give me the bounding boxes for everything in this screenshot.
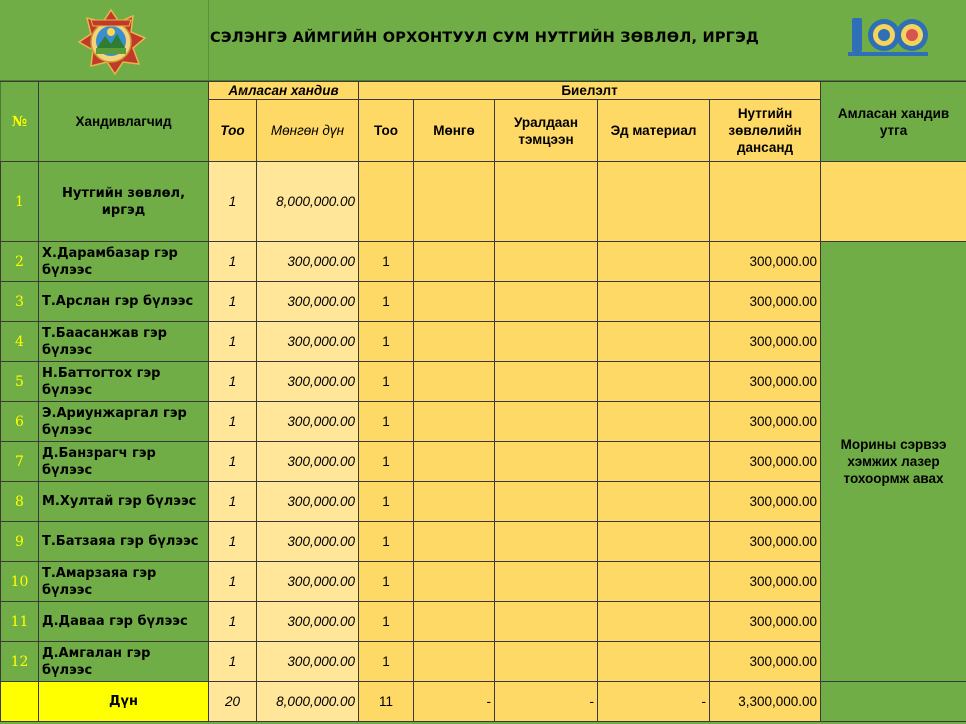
row-count: 1 bbox=[209, 362, 257, 402]
row-money bbox=[414, 282, 495, 322]
row-amount: 300,000.00 bbox=[257, 402, 359, 442]
purpose-blank-cell bbox=[821, 162, 966, 242]
total-no-cell bbox=[1, 682, 39, 722]
emblem-icon bbox=[75, 8, 147, 76]
row-account: 300,000.00 bbox=[710, 402, 821, 442]
total-label: Дүн bbox=[39, 682, 209, 722]
row-number: 6 bbox=[1, 402, 39, 442]
row-material bbox=[598, 482, 710, 522]
row-number: 2 bbox=[1, 242, 39, 282]
row-count: 1 bbox=[209, 162, 257, 242]
col-purpose-header: Амласан хандив утга bbox=[821, 82, 966, 162]
row-fulfilled-count: 1 bbox=[359, 242, 414, 282]
row-number: 3 bbox=[1, 282, 39, 322]
col-requester-header: Хандивлагчид bbox=[39, 82, 209, 162]
row-competition bbox=[495, 322, 598, 362]
row-fulfilled-count: 1 bbox=[359, 482, 414, 522]
row-account: 300,000.00 bbox=[710, 602, 821, 642]
row-amount: 300,000.00 bbox=[257, 282, 359, 322]
header-divider bbox=[208, 0, 209, 80]
col-material-header: Эд материал bbox=[598, 100, 710, 162]
row-account: 300,000.00 bbox=[710, 522, 821, 562]
row-account: 300,000.00 bbox=[710, 562, 821, 602]
report-header bbox=[0, 0, 966, 81]
row-count: 1 bbox=[209, 242, 257, 282]
row-fulfilled-count: 1 bbox=[359, 562, 414, 602]
total-account: 3,300,000.00 bbox=[710, 682, 821, 722]
col-money-header: Мөнгө bbox=[414, 100, 495, 162]
purpose-cell: Морины сэрвээ хэмжих лазер тохоормж авах bbox=[821, 242, 966, 682]
col-no-header: № bbox=[1, 82, 39, 162]
row-name: Т.Батзаяа гэр бүлээс bbox=[39, 522, 209, 562]
row-name: М.Хултай гэр бүлээс bbox=[39, 482, 209, 522]
row-name: Н.Баттогтох гэр бүлээс bbox=[39, 362, 209, 402]
row-name: Нутгийн зөвлөл, иргэд bbox=[39, 162, 209, 242]
table-row bbox=[1, 242, 966, 282]
row-amount: 300,000.00 bbox=[257, 602, 359, 642]
row-number: 7 bbox=[1, 442, 39, 482]
row-name: Х.Дарамбазар гэр бүлээс bbox=[39, 242, 209, 282]
row-amount: 300,000.00 bbox=[257, 522, 359, 562]
row-fulfilled-count: 1 bbox=[359, 402, 414, 442]
col-pledged-amount-header: Мөнгөн дүн bbox=[257, 100, 359, 162]
row-name: Э.Ариунжаргал гэр бүлээс bbox=[39, 402, 209, 442]
row-money bbox=[414, 162, 495, 242]
row-amount: 300,000.00 bbox=[257, 242, 359, 282]
col-account-header: Нутгийн зөвлөлийн дансанд bbox=[710, 100, 821, 162]
row-count: 1 bbox=[209, 562, 257, 602]
row-money bbox=[414, 562, 495, 602]
row-fulfilled-count: 1 bbox=[359, 522, 414, 562]
row-competition bbox=[495, 242, 598, 282]
row-material bbox=[598, 642, 710, 682]
total-row bbox=[1, 682, 966, 722]
row-money bbox=[414, 322, 495, 362]
row-material bbox=[598, 562, 710, 602]
row-count: 1 bbox=[209, 402, 257, 442]
row-amount: 300,000.00 bbox=[257, 642, 359, 682]
row-fulfilled-count bbox=[359, 162, 414, 242]
row-fulfilled-count: 1 bbox=[359, 322, 414, 362]
centenary-100-icon bbox=[846, 10, 930, 58]
row-name: Д.Банзрагч гэр бүлээс bbox=[39, 442, 209, 482]
row-count: 1 bbox=[209, 602, 257, 642]
row-number: 4 bbox=[1, 322, 39, 362]
row-account: 300,000.00 bbox=[710, 362, 821, 402]
row-account: 300,000.00 bbox=[710, 322, 821, 362]
total-competition: - bbox=[495, 682, 598, 722]
row-material bbox=[598, 282, 710, 322]
col-fulfilled-count-header: Тоо bbox=[359, 100, 414, 162]
row-amount: 300,000.00 bbox=[257, 322, 359, 362]
col-competition-header: Уралдаан тэмцээн bbox=[495, 100, 598, 162]
row-competition bbox=[495, 442, 598, 482]
row-material bbox=[598, 362, 710, 402]
table-row bbox=[1, 162, 966, 242]
row-money bbox=[414, 362, 495, 402]
row-material bbox=[598, 442, 710, 482]
row-number: 11 bbox=[1, 602, 39, 642]
row-competition bbox=[495, 642, 598, 682]
row-money bbox=[414, 242, 495, 282]
row-number: 8 bbox=[1, 482, 39, 522]
row-competition bbox=[495, 162, 598, 242]
row-material bbox=[598, 402, 710, 442]
total-purpose-cell bbox=[821, 682, 966, 722]
row-number: 5 bbox=[1, 362, 39, 402]
row-count: 1 bbox=[209, 322, 257, 362]
row-name: Т.Арслан гэр бүлээс bbox=[39, 282, 209, 322]
row-count: 1 bbox=[209, 522, 257, 562]
row-competition bbox=[495, 522, 598, 562]
row-amount: 300,000.00 bbox=[257, 482, 359, 522]
row-money bbox=[414, 482, 495, 522]
row-money bbox=[414, 602, 495, 642]
row-number: 9 bbox=[1, 522, 39, 562]
row-competition bbox=[495, 282, 598, 322]
row-money bbox=[414, 642, 495, 682]
row-number: 10 bbox=[1, 562, 39, 602]
total-money: - bbox=[414, 682, 495, 722]
col-pledged-group-header: Амласан хандив bbox=[209, 82, 359, 100]
report-title: СЭЛЭНГЭ АЙМГИЙН ОРХОНТУУЛ СУМ НУТГИЙН ЗӨВЛӨЛ, ИРГЭД bbox=[210, 30, 760, 46]
row-money bbox=[414, 442, 495, 482]
row-competition bbox=[495, 482, 598, 522]
col-pledged-count-header: Тоо bbox=[209, 100, 257, 162]
row-material bbox=[598, 322, 710, 362]
row-amount: 300,000.00 bbox=[257, 442, 359, 482]
row-account bbox=[710, 162, 821, 242]
row-account: 300,000.00 bbox=[710, 282, 821, 322]
row-number: 12 bbox=[1, 642, 39, 682]
row-amount: 8,000,000.00 bbox=[257, 162, 359, 242]
total-material: - bbox=[598, 682, 710, 722]
row-amount: 300,000.00 bbox=[257, 362, 359, 402]
row-count: 1 bbox=[209, 482, 257, 522]
row-amount: 300,000.00 bbox=[257, 562, 359, 602]
row-name: Т.Амарзаяа гэр бүлээс bbox=[39, 562, 209, 602]
row-count: 1 bbox=[209, 442, 257, 482]
row-count: 1 bbox=[209, 282, 257, 322]
row-account: 300,000.00 bbox=[710, 482, 821, 522]
total-fulfilled-count: 11 bbox=[359, 682, 414, 722]
row-competition bbox=[495, 362, 598, 402]
row-fulfilled-count: 1 bbox=[359, 642, 414, 682]
row-fulfilled-count: 1 bbox=[359, 282, 414, 322]
row-account: 300,000.00 bbox=[710, 242, 821, 282]
row-money bbox=[414, 522, 495, 562]
row-material bbox=[598, 522, 710, 562]
row-material bbox=[598, 162, 710, 242]
row-competition bbox=[495, 602, 598, 642]
row-account: 300,000.00 bbox=[710, 642, 821, 682]
col-fulfilled-group-header: Биелэлт bbox=[359, 82, 821, 100]
row-money bbox=[414, 402, 495, 442]
row-name: Д.Даваа гэр бүлээс bbox=[39, 602, 209, 642]
row-count: 1 bbox=[209, 642, 257, 682]
row-material bbox=[598, 242, 710, 282]
total-amount: 8,000,000.00 bbox=[257, 682, 359, 722]
row-fulfilled-count: 1 bbox=[359, 362, 414, 402]
donation-table bbox=[0, 81, 966, 722]
row-competition bbox=[495, 562, 598, 602]
row-fulfilled-count: 1 bbox=[359, 442, 414, 482]
row-material bbox=[598, 602, 710, 642]
row-competition bbox=[495, 402, 598, 442]
total-count: 20 bbox=[209, 682, 257, 722]
row-account: 300,000.00 bbox=[710, 442, 821, 482]
row-number: 1 bbox=[1, 162, 39, 242]
row-name: Т.Баасанжав гэр бүлээс bbox=[39, 322, 209, 362]
row-fulfilled-count: 1 bbox=[359, 602, 414, 642]
row-name: Д.Амгалан гэр бүлээс bbox=[39, 642, 209, 682]
